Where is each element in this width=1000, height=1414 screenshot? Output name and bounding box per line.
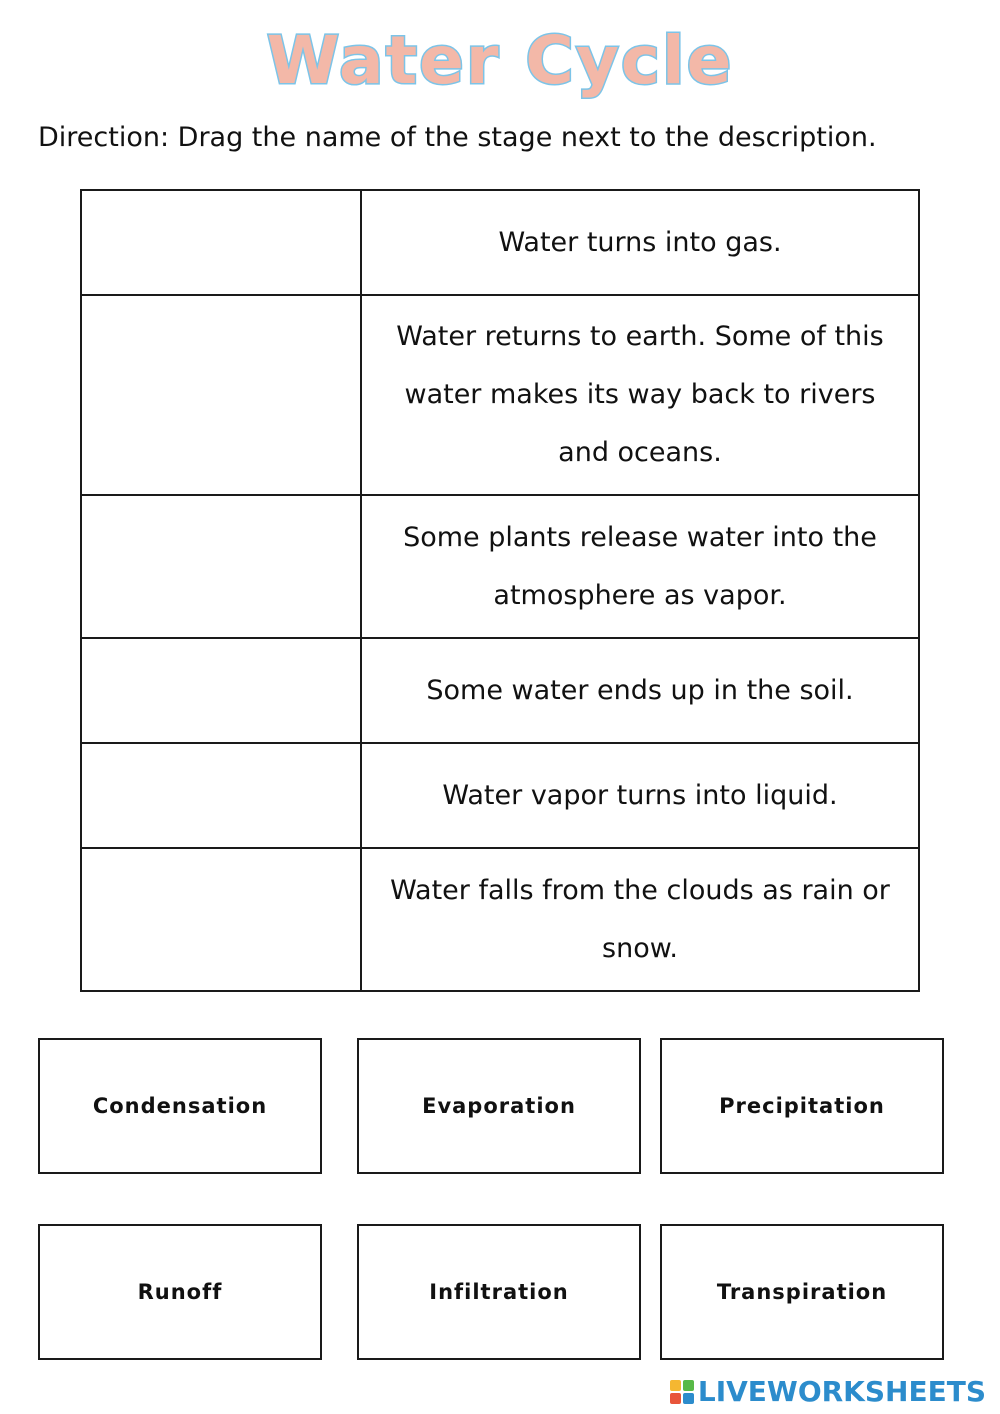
description-3: Some plants release water into the atmosphere as vapor. xyxy=(361,495,919,638)
direction-text: Direction: Drag the name of the stage next to the description. xyxy=(38,122,877,153)
drop-zone-1[interactable] xyxy=(81,190,361,295)
page-title: Water Cycle xyxy=(266,22,734,99)
table-row xyxy=(81,190,919,295)
card-transpiration[interactable]: Transpiration xyxy=(660,1224,944,1360)
drop-zone-5[interactable] xyxy=(81,743,361,848)
drop-zone-6[interactable] xyxy=(81,848,361,991)
card-precipitation[interactable]: Precipitation xyxy=(660,1038,944,1174)
description-2: Water returns to earth. Some of this water makes its way back to rivers and oceans. xyxy=(361,295,919,495)
description-4: Some water ends up in the soil. xyxy=(361,638,919,743)
drop-zone-3[interactable] xyxy=(81,495,361,638)
table-row xyxy=(81,495,919,638)
description-1: Water turns into gas. xyxy=(361,190,919,295)
liveworksheets-logo-icon xyxy=(670,1380,694,1404)
brand-name: LIVEWORKSHEETS xyxy=(697,1375,986,1408)
card-runoff[interactable]: Runoff xyxy=(38,1224,322,1360)
card-condensation[interactable]: Condensation xyxy=(38,1038,322,1174)
drop-zone-4[interactable] xyxy=(81,638,361,743)
card-infiltration[interactable]: Infiltration xyxy=(357,1224,641,1360)
table-row xyxy=(81,295,919,495)
table-row xyxy=(81,848,919,991)
table-row xyxy=(81,743,919,848)
description-5: Water vapor turns into liquid. xyxy=(361,743,919,848)
table-row xyxy=(81,638,919,743)
liveworksheets-brand xyxy=(670,1375,986,1408)
drop-zone-2[interactable] xyxy=(81,295,361,495)
card-evaporation[interactable]: Evaporation xyxy=(357,1038,641,1174)
matching-table xyxy=(80,189,920,992)
description-6: Water falls from the clouds as rain or snow. xyxy=(361,848,919,991)
